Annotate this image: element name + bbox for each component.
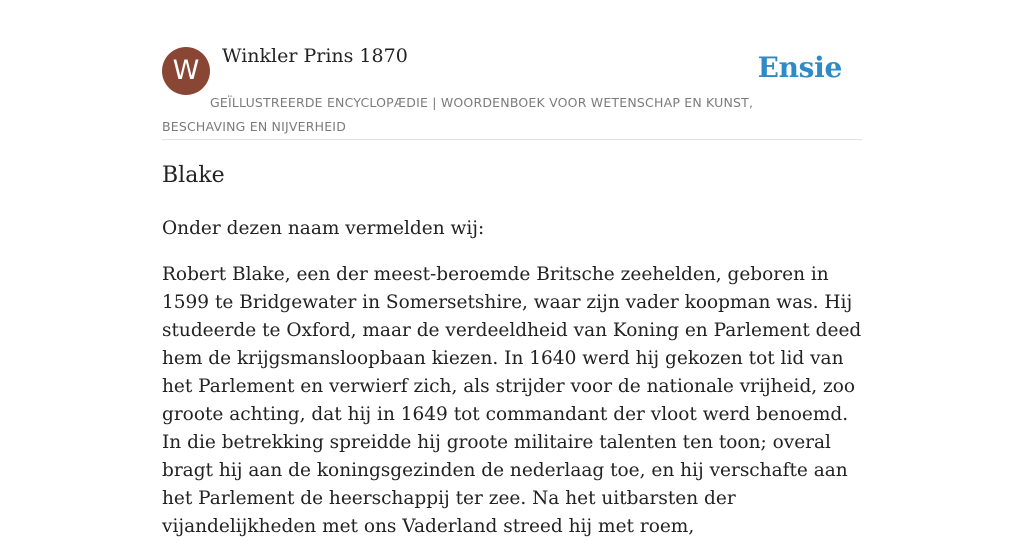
- article-headword: Blake: [162, 163, 225, 188]
- header-divider: [162, 139, 862, 140]
- source-avatar[interactable]: W: [162, 47, 210, 95]
- source-subtitle: GEÏLLUSTREERDE ENCYCLOPÆDIE | WOORDENBOEK VOOR WETENSCHAP EN KUNST, BESCHAVING EN NIJVERHEID: [162, 95, 754, 134]
- brand-logo[interactable]: Ensie: [757, 51, 842, 84]
- article-paragraph: Robert Blake, een der meest-beroemde Britsche zeehelden, geboren in 1599 te Bridgewater in Somersetshire, waar zijn vader koopman was. Hij studeerde te Oxford, maar de verdeeldheid van Koning en Parlement deed hem de krijgsmansloopbaan kiezen. In 1640 werd hij gekozen tot lid van het Parlement en verwierf zich, als strijder voor de nationale vrijheid, zoo groote achting, dat hij in 1649 tot commandant der vloot werd benoemd. In die betrekking spreidde hij groote militaire talenten ten toon; overal bragt hij aan de koningsgezinden de nederlaag toe, en hij verschafte aan het Parlement de heerschappij ter zee. Na het uitbarsten der vijandelijkheden met ons Vaderland streed hij met roem,: [162, 264, 862, 537]
- source-title[interactable]: Winkler Prins 1870: [222, 45, 408, 67]
- article-body: [162, 215, 864, 559]
- article-intro: Onder dezen naam vermelden wij:: [162, 218, 485, 239]
